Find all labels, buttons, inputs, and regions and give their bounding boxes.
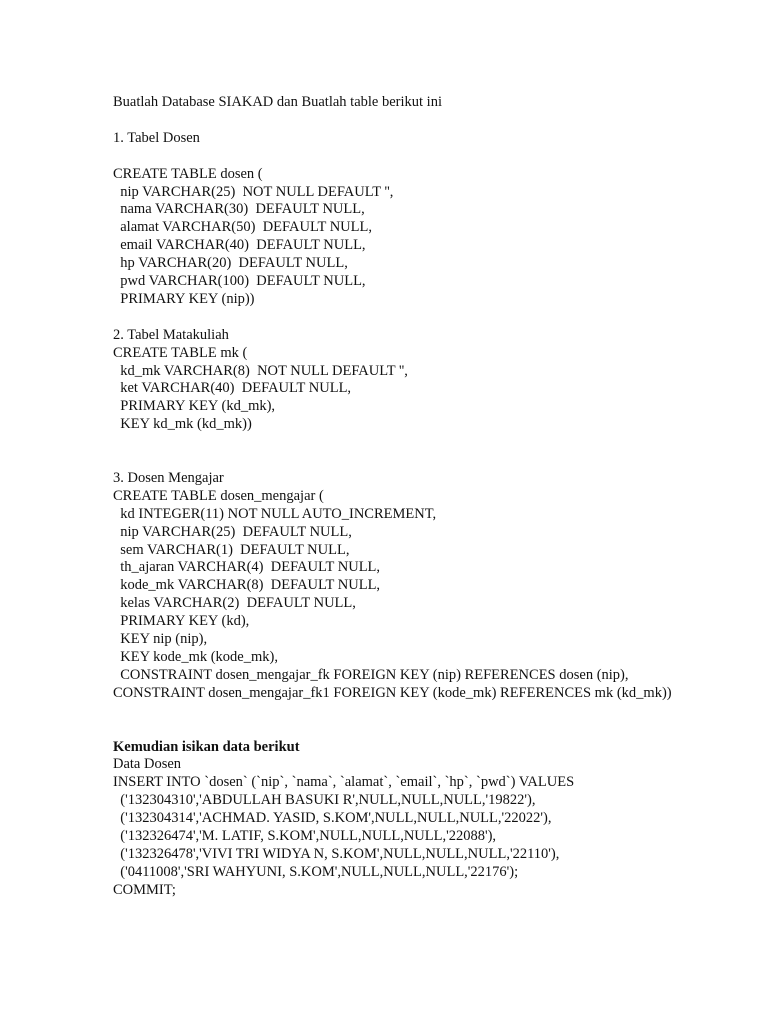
code-line: kode_mk VARCHAR(8) DEFAULT NULL, <box>113 577 381 594</box>
code-line: kelas VARCHAR(2) DEFAULT NULL, <box>113 595 356 612</box>
code-line: KEY kode_mk (kode_mk), <box>113 649 278 666</box>
code-line: sem VARCHAR(1) DEFAULT NULL, <box>113 541 350 558</box>
spacer <box>113 721 743 739</box>
code-line: CREATE TABLE dosen_mengajar ( <box>113 487 324 504</box>
code-line: PRIMARY KEY (kd_mk), <box>113 398 276 415</box>
code-line: PRIMARY KEY (nip)) <box>113 290 255 307</box>
code-line: th_ajaran VARCHAR(4) DEFAULT NULL, <box>113 559 381 576</box>
spacer <box>113 703 743 721</box>
code-line: pwd VARCHAR(100) DEFAULT NULL, <box>113 273 366 290</box>
section-2-heading: 2. Tabel Matakuliah <box>113 326 229 343</box>
section-4-heading: Kemudian isikan data berikut <box>113 738 300 755</box>
code-line: CONSTRAINT dosen_mengajar_fk1 FOREIGN KEY (kode_mk) REFERENCES mk (kd_mk)) <box>113 684 672 701</box>
code-line: COMMIT; <box>113 881 176 898</box>
code-line: kd INTEGER(11) NOT NULL AUTO_INCREMENT, <box>113 505 437 522</box>
spacer <box>113 434 743 452</box>
code-line: kd_mk VARCHAR(8) NOT NULL DEFAULT '', <box>113 362 408 379</box>
code-line: KEY nip (nip), <box>113 631 208 648</box>
spacer <box>113 452 743 470</box>
section-4-subheading: Data Dosen <box>113 756 182 773</box>
code-line: alamat VARCHAR(50) DEFAULT NULL, <box>113 219 372 236</box>
code-line: ('132304310','ABDULLAH BASUKI R',NULL,NULL,NULL,'19822'), <box>113 792 536 809</box>
spacer <box>113 309 743 327</box>
code-line: ('132326474','M. LATIF, S.KOM',NULL,NULL,NULL,'22088'), <box>113 828 497 845</box>
code-line: ('0411008','SRI WAHYUNI, S.KOM',NULL,NULL,NULL,'22176'); <box>113 863 519 880</box>
code-line: ket VARCHAR(40) DEFAULT NULL, <box>113 380 352 397</box>
code-line: CONSTRAINT dosen_mengajar_fk FOREIGN KEY (nip) REFERENCES dosen (nip), <box>113 666 629 683</box>
code-line: CREATE TABLE mk ( <box>113 344 248 361</box>
code-line: nama VARCHAR(30) DEFAULT NULL, <box>113 201 365 218</box>
code-line: ('132326478','VIVI TRI WIDYA N, S.KOM',NULL,NULL,NULL,'22110'), <box>113 845 560 862</box>
section-3-heading: 3. Dosen Mengajar <box>113 469 224 486</box>
code-line: CREATE TABLE dosen ( <box>113 165 263 182</box>
code-line: email VARCHAR(40) DEFAULT NULL, <box>113 237 366 254</box>
code-line: KEY kd_mk (kd_mk)) <box>113 416 252 433</box>
code-line: nip VARCHAR(25) DEFAULT NULL, <box>113 523 352 540</box>
section-1-heading: 1. Tabel Dosen <box>113 129 200 146</box>
intro-text: Buatlah Database SIAKAD dan Buatlah table berikut ini <box>113 94 442 110</box>
document-page <box>113 94 743 900</box>
code-line: INSERT INTO `dosen` (`nip`, `nama`, `alamat`, `email`, `hp`, `pwd`) VALUES <box>113 774 575 791</box>
code-line: nip VARCHAR(25) NOT NULL DEFAULT '', <box>113 183 394 200</box>
code-line: ('132304314','ACHMAD. YASID, S.KOM',NULL,NULL,NULL,'22022'), <box>113 810 552 827</box>
spacer <box>113 112 743 130</box>
code-line: hp VARCHAR(20) DEFAULT NULL, <box>113 255 348 272</box>
spacer <box>113 148 743 166</box>
code-line: PRIMARY KEY (kd), <box>113 613 250 630</box>
